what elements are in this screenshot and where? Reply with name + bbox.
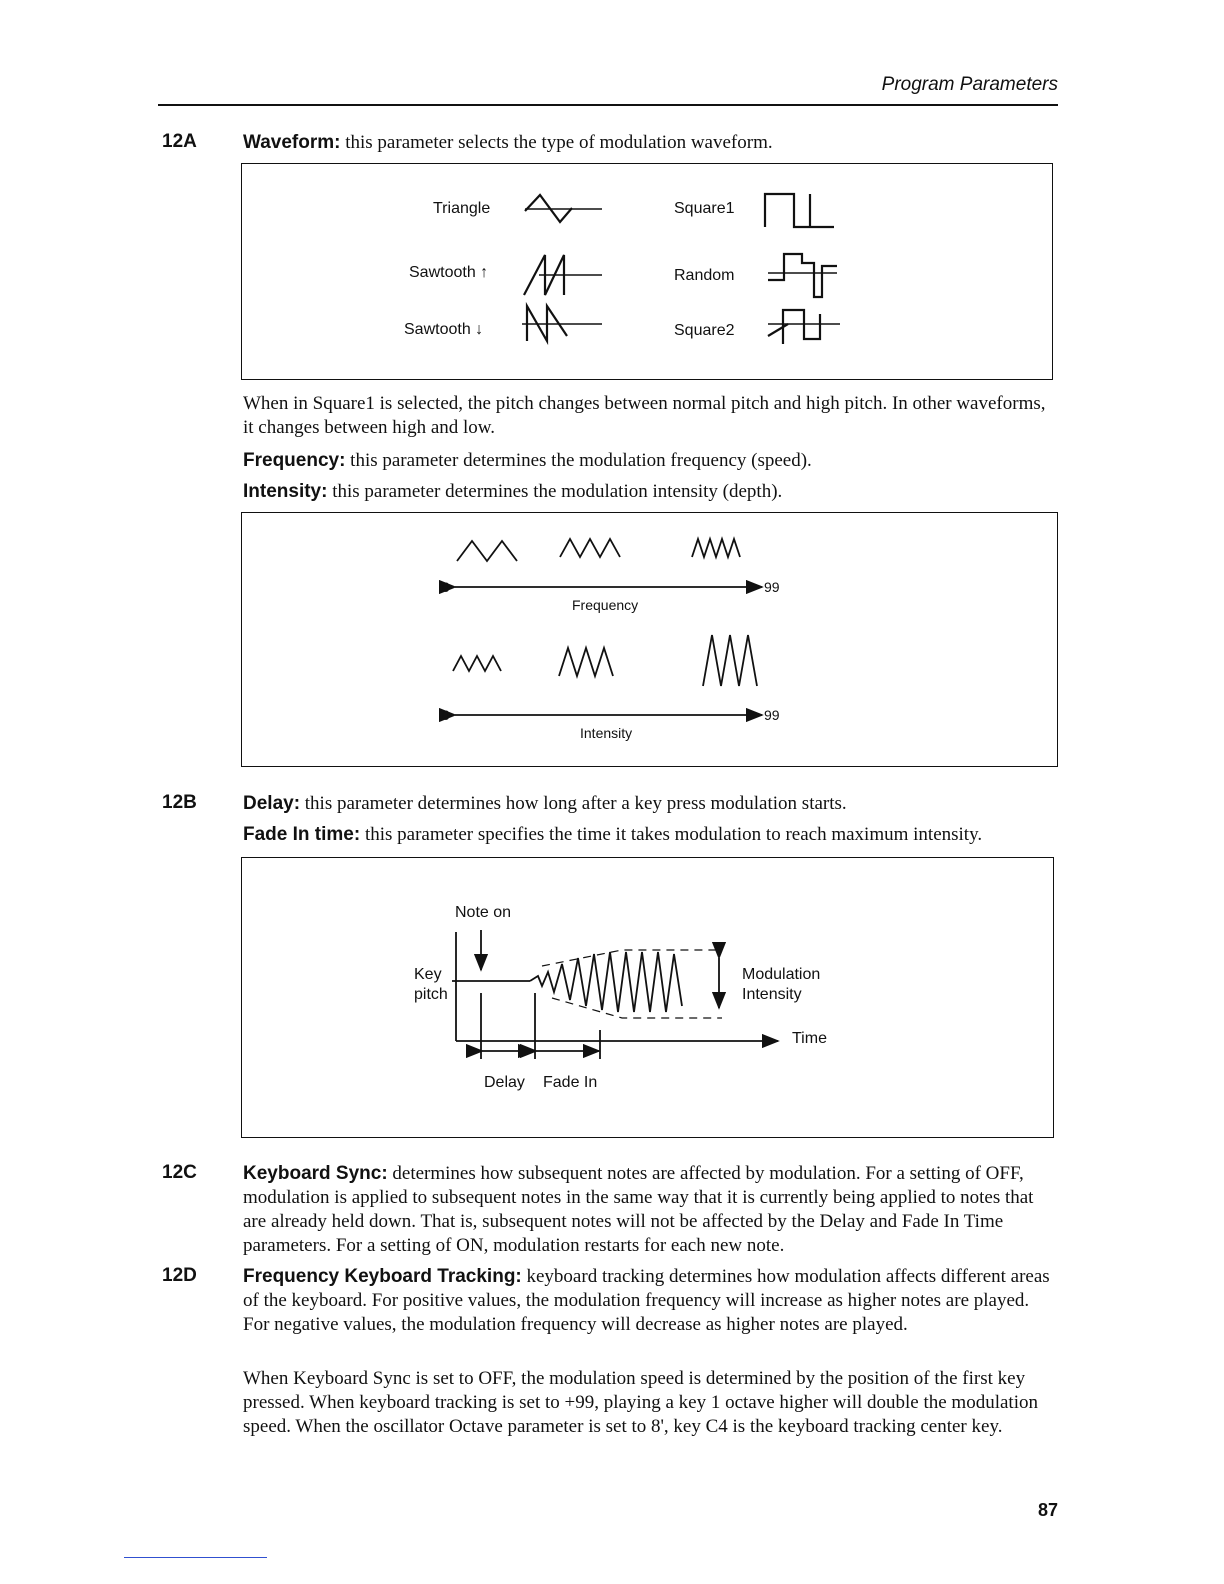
square2-wave-icon [768,310,820,344]
text-waveform: this parameter selects the type of modulation waveform. [340,132,773,153]
paragraph-tracking-detail: When Keyboard Sync is set to OFF, the modulation speed is determined by the position of the first key pressed. When keyboard tracking is set to +99, playing a key 1 octave higher will double the modulation speed. When the oscillator Octave parameter is set to 8', key C4 is the keyboard tracking center key. [243,1368,1038,1437]
low-intensity-wave [453,656,501,671]
waveform-icons [242,164,1052,379]
waveform-label-square1: Square1 [674,200,735,217]
section-number-12b: 12B [162,792,197,813]
delay-label: Delay [484,1074,525,1091]
waveform-label-sawtooth-down: Sawtooth ↓ [404,321,484,338]
frequency-max-label: 99 [764,579,780,595]
term-waveform: Waveform: [243,132,341,153]
modulation-waves [242,513,1057,766]
term-frequency-tracking: Frequency Keyboard Tracking: [243,1266,522,1287]
delay-fade-figure [241,857,1054,1138]
paragraph-fade-in [243,823,1058,847]
header-rule [158,104,1058,106]
mid-frequency-wave [560,539,620,557]
pitch-label: pitch [414,986,448,1003]
section-number-12d: 12D [162,1265,197,1286]
intensity-envelope-top [542,950,722,966]
note-on-label: Note on [455,904,512,921]
square1-wave-icon [765,194,834,227]
text-frequency-tracking: keyboard tracking determines how modulation affects different areas of the keyboard. For positive values, the modulation frequency will increase as higher notes are played. For negative values, the modulation frequency will decrease as higher notes are played. [243,1266,1050,1335]
intensity-label: Intensity [742,986,802,1003]
waveform-label-sawtooth-up: Sawtooth ↑ [409,264,489,281]
paragraph-frequency-tracking [243,1265,1058,1337]
intensity-axis-label: Intensity [580,725,633,741]
paragraph-delay [243,792,1058,816]
section-number-12a: 12A [162,131,197,152]
waveform-label-square2: Square2 [674,322,735,339]
paragraph-intensity [243,480,1058,504]
section-number-12c: 12C [162,1162,197,1183]
paragraph-frequency [243,449,1058,473]
high-frequency-wave [692,539,740,557]
intensity-min-label: 0 [442,707,450,723]
text-frequency: this parameter determines the modulation frequency (speed). [345,450,812,471]
paragraph-square1-note: When in Square1 is selected, the pitch changes between normal pitch and high pitch. In other waveforms, it changes between high and low. [243,393,1046,438]
fade-in-label: Fade In [543,1074,598,1091]
text-intensity: this parameter determines the modulation intensity (depth). [327,481,783,502]
waveform-figure [241,163,1053,380]
waveform-label-random: Random [674,267,735,284]
paragraph-waveform [243,131,1058,155]
frequency-min-label: 0 [442,579,450,595]
key-label: Key [414,966,442,983]
modulation-label: Modulation [742,966,821,983]
intensity-envelope-bottom [552,998,722,1018]
delay-fade-diagram [242,858,1053,1137]
waveform-label-triangle: Triangle [433,200,491,217]
term-delay: Delay: [243,793,301,814]
running-header: Program Parameters [881,74,1058,95]
text-fade-in: this parameter specifies the time it takes modulation to reach maximum intensity. [360,824,983,845]
intensity-max-label: 99 [764,707,780,723]
modulated-pitch-wave [530,952,682,1012]
term-intensity: Intensity: [243,481,328,502]
mid-intensity-wave [559,648,613,676]
low-frequency-wave [457,541,517,561]
time-label: Time [792,1030,827,1047]
frequency-axis-label: Frequency [572,597,639,613]
random-wave-icon [768,254,837,297]
paragraph-keyboard-sync [243,1162,1058,1258]
frequency-intensity-figure [241,512,1058,767]
high-intensity-wave [703,635,757,686]
footer-line [124,1557,267,1558]
text-keyboard-sync: determines how subsequent notes are affected by modulation. For a setting of OFF, modulation is applied to subsequent notes in the same way that it is currently being applied to notes that are already held down. That is, subsequent notes will not be affected by the Delay and Fade In Time parameters. For a setting of ON, modulation restarts for each new note. [243,1163,1034,1256]
term-keyboard-sync: Keyboard Sync: [243,1163,388,1184]
text-delay: this parameter determines how long after a key press modulation starts. [300,793,847,814]
term-frequency: Frequency: [243,450,346,471]
page-number: 87 [1037,1500,1058,1520]
term-fade-in: Fade In time: [243,824,361,845]
